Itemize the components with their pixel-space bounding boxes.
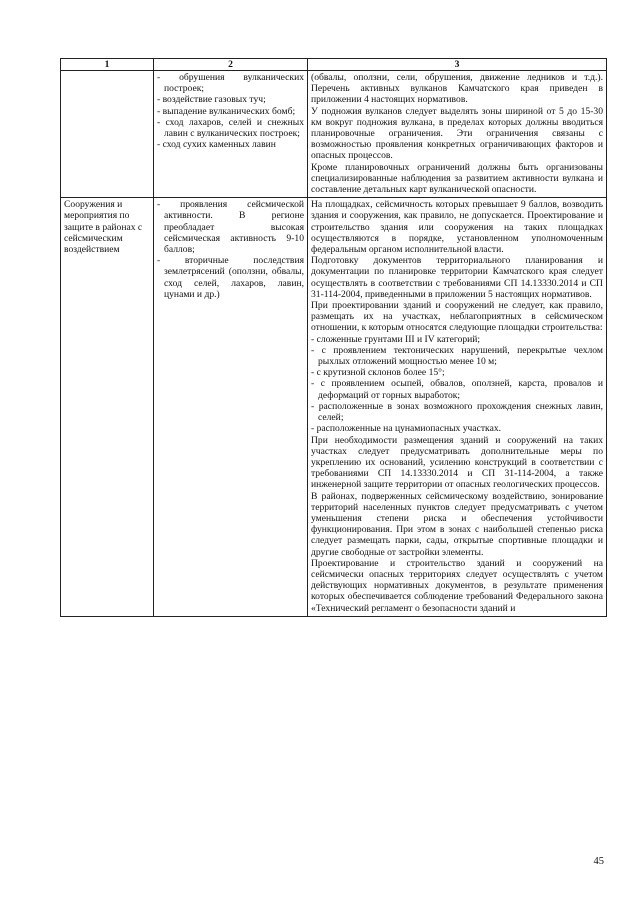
table-header-row (61, 59, 607, 71)
site-list-item: - сложенные грунтами III и IV категорий; (311, 333, 481, 345)
factor-item: - воздействие газовых туч; (157, 94, 266, 106)
factor-item: - вторичные последствия землетрясений (оползни, обвалы, сход селей, лахаров, лавин, цунами и др.) (157, 255, 304, 300)
site-list-item: - расположенные на цунамиопасных участках. (311, 423, 502, 435)
requirement-paragraph: (обвалы, оползни, сели, обрушения, движение ледников и т.д.). Перечень активных вулканов Камчатского края приведен в приложении 4 настоящих нормативов. (311, 72, 603, 106)
factor-item: - сход лахаров, селей и снежных лавин с вулканических построек; (157, 116, 304, 140)
site-list-item: - с проявлением тектонических нарушений, перекрытые чехлом рыхлых отложений мощностью менее 10 м; (311, 344, 603, 368)
row1-object-cell (61, 71, 154, 198)
site-list-item: - с крутизной склонов более 15°; (311, 367, 445, 379)
site-list-item: - расположенные в зонах возможного прохождения снежных лавин, селей; (311, 400, 603, 424)
factor-item: - обрушения вулканических построек; (157, 72, 304, 95)
site-list-item: - с проявлением осыпей, обвалов, оползней, карста, провалов и деформаций от горных выработок; (311, 378, 603, 401)
column-header-1: 1 (61, 59, 154, 71)
row2-object-cell: Сооружения и мероприятия по защите в районах с сейсмическим воздействием (61, 198, 154, 617)
row2-requirements-cell (308, 198, 607, 617)
requirement-paragraph: При необходимости размещения зданий и сооружений на таких участках следует предусматривать дополнительные меры по укреплению их оснований, усилению конструкций в соответствии с требованиями СП 14.13330.2014 и СП 31-114-2004, а также инженерной защите территории от опасных геологических процессов. (311, 434, 603, 491)
requirement-paragraph: При проектировании зданий и сооружений не следует, как правило, размещать их на участках, неблагоприятных в сейсмическом отношении, к которым относятся следующие площадки строительства: (311, 300, 603, 334)
requirement-paragraph: На площадках, сейсмичность которых превышает 9 баллов, возводить здания и сооружения, как правило, не допускается. Проектирование и строительство здания или сооружения на таких площадках осуществляются в порядке, установленном уполномоченным федеральным органом исполнительной власти. (311, 199, 603, 256)
requirement-paragraph: В районах, подверженных сейсмическому воздействию, зонирование территорий населенных пунктов следует предусматривать с учетом уменьшения степени риска и обеспечения устойчивости функционирования. При этом в зонах с наибольшей степенью риска следует размещать парки, сады, открытые спортивные площадки и другие свободные от застройки элементы. (311, 490, 603, 558)
column-header-3: 3 (308, 59, 607, 71)
regulations-table (60, 58, 607, 617)
table-row (61, 71, 607, 198)
row2-factors-cell (154, 198, 308, 617)
row1-factors-cell (154, 71, 308, 198)
table-row (61, 198, 607, 617)
requirement-paragraph: У подножия вулканов следует выделять зоны шириной от 5 до 15-30 км вокруг подножия вулкана, в пределах которых должны вводиться планировочные ограничения. Эти ограничения связаны с возможностью проявления конкретных ограничивающих факторов и опасных процессов. (311, 105, 603, 162)
requirement-paragraph: Подготовку документов территориального планирования и документации по планировке территории Камчатского края следует осуществлять в соответствии с требованиями СП 14.13330.2014 и СП 31-114-2004, приведенными в приложении 5 настоящих нормативов. (311, 255, 603, 300)
factor-item: - выпадение вулканических бомб; (157, 105, 296, 117)
factor-item: - сход сухих каменных лавин (157, 139, 276, 151)
page-number: 45 (593, 856, 604, 867)
requirement-paragraph: Кроме планировочных ограничений должны быть организованы специализированные наблюдения за развитием активности вулкана и составление детальных карт вулканической опасности. (311, 161, 603, 196)
column-header-2: 2 (154, 59, 308, 71)
row1-requirements-cell (308, 71, 607, 198)
factor-item: - проявления сейсмической активности. В регионе преобладает высокая сейсмическая активность 9-10 баллов; (157, 199, 304, 256)
requirement-paragraph: Проектирование и строительство зданий и сооружений на сейсмически опасных территориях следует осуществлять с учетом действующих нормативных документов, в результате применения которых обеспечивается соблюдение требований Федерального закона «Технический регламент о безопасности зданий и (311, 557, 603, 614)
